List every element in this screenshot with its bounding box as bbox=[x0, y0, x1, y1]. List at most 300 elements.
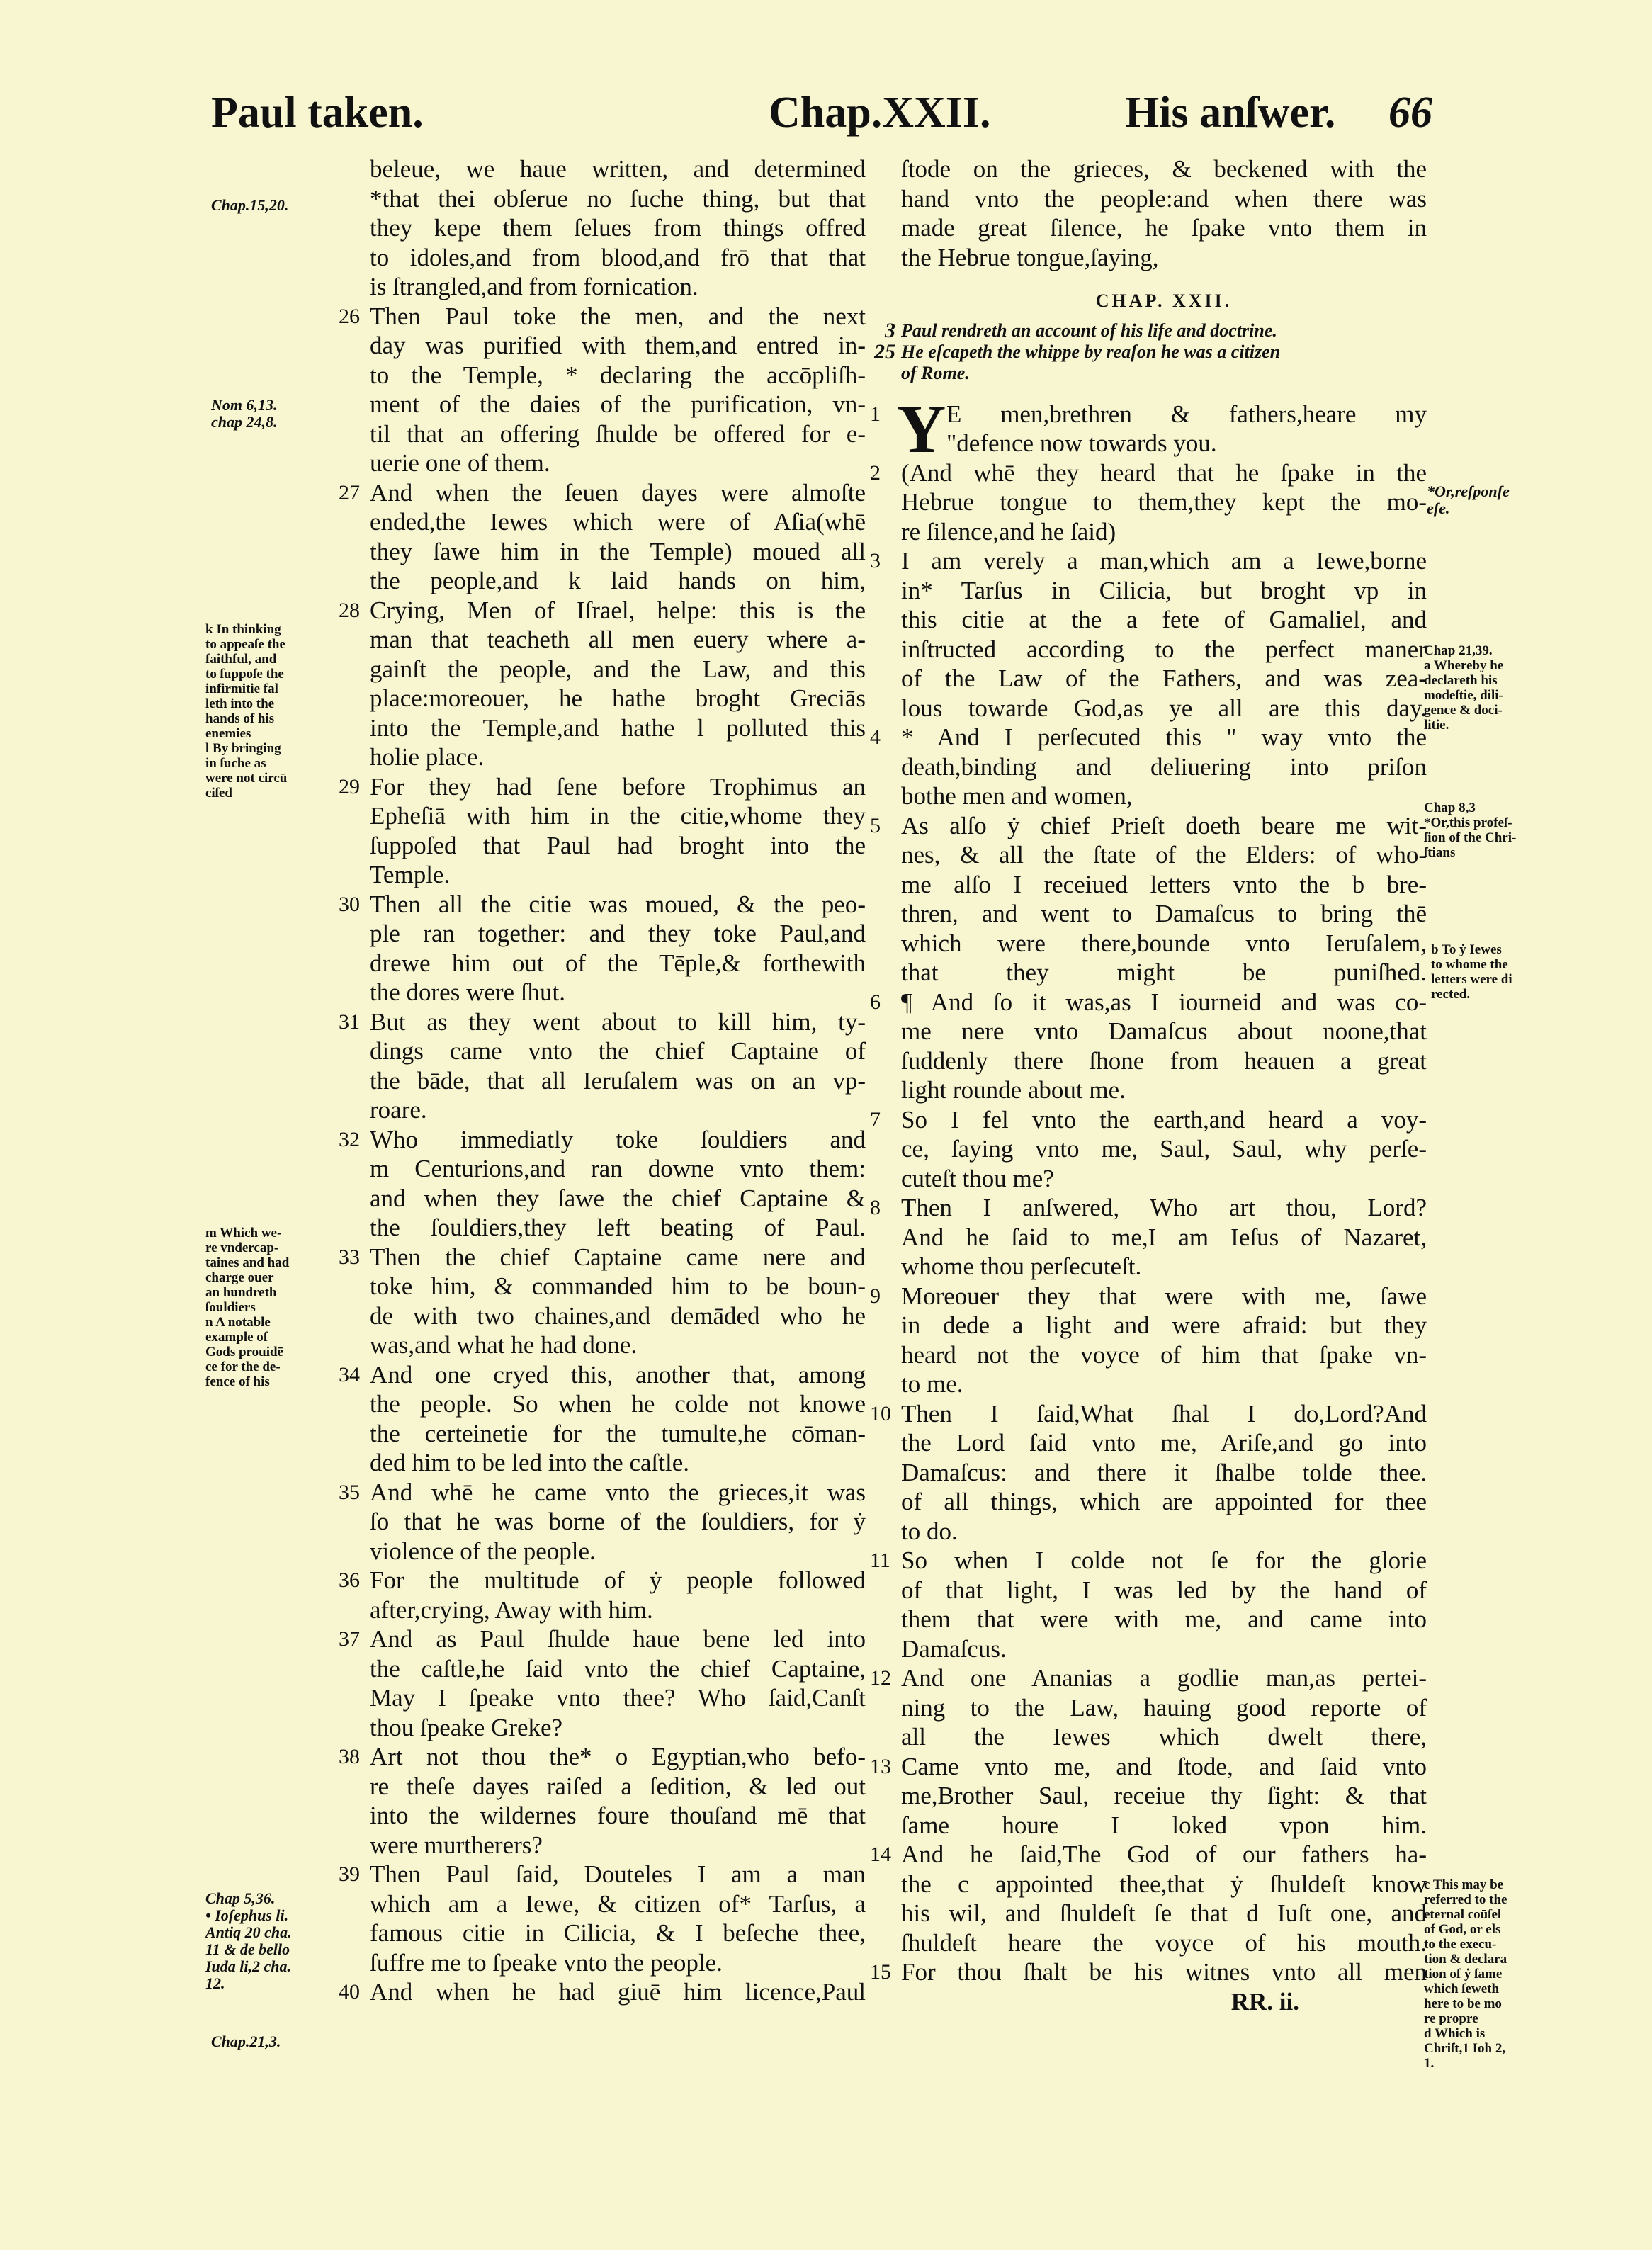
verse-number: 12 bbox=[870, 1666, 891, 1690]
verse-text: dings came vnto the chief Captaine of bbox=[370, 1037, 866, 1065]
margin-note-line: charge ouer bbox=[205, 1270, 274, 1285]
margin-note-line: Antiq 20 cha. bbox=[205, 1923, 292, 1941]
margin-note-line: d Which is bbox=[1424, 2026, 1486, 2041]
verse-text: ſuffre me to ſpeake vnto the people. bbox=[370, 1948, 723, 1977]
verse-text: til that an offering ſhulde be offered for e- bbox=[370, 419, 866, 448]
chapter-summary-line bbox=[874, 339, 1427, 363]
verse-text: Paul rendreth an account of his life and doctrine. bbox=[901, 320, 1277, 341]
verse-line bbox=[370, 742, 866, 772]
verse-text: to do. bbox=[901, 1517, 958, 1545]
verse-line bbox=[339, 1742, 866, 1772]
verse-line bbox=[901, 1605, 1427, 1634]
verse-number: 32 bbox=[339, 1127, 360, 1151]
margin-note-line: ſtians bbox=[1424, 845, 1456, 860]
margin-note-line: enemies bbox=[205, 726, 251, 741]
verse-line bbox=[901, 1223, 1427, 1253]
verse-text: his wil, and ſhuldeſt ſe that d Iuſt one, and bbox=[901, 1899, 1427, 1927]
verse-text: the c appointed thee,that ẏ ſhuldeſt know bbox=[901, 1870, 1427, 1898]
verse-text: drewe him out of the Tēple,& forthewith bbox=[370, 949, 866, 977]
margin-note-line: Chap.21,3. bbox=[211, 2033, 281, 2050]
verse-line bbox=[370, 860, 866, 890]
verse-text: the certeinetie for the tumulte,he cōman- bbox=[370, 1419, 866, 1447]
verse-text: violence of the people. bbox=[370, 1537, 596, 1565]
verse-line bbox=[870, 1663, 1427, 1693]
verse-text: to idoles,and from blood,and frō that that bbox=[370, 243, 866, 271]
verse-text: E men,brethren & fathers,heare my bbox=[946, 400, 1427, 428]
verse-text: place:moreouer, he hathe broght Greciās bbox=[370, 684, 866, 712]
chapter-heading: Chap.XXII. bbox=[769, 89, 991, 137]
margin-note-line: litie. bbox=[1424, 718, 1449, 733]
verse-text: He eſcapeth the whippe by reaſon he was a citizen bbox=[901, 341, 1281, 362]
verse-line bbox=[370, 154, 866, 184]
margin-note bbox=[1424, 801, 1516, 860]
margin-note-line: *Or,this profeſ- bbox=[1424, 815, 1512, 830]
verse-line bbox=[370, 361, 866, 390]
verse-text: day was purified with them,and entred in- bbox=[370, 332, 866, 359]
verse-text: beleue, we haue written, and determined bbox=[370, 155, 866, 183]
verse-line bbox=[370, 1772, 866, 1802]
verse-line bbox=[901, 605, 1427, 635]
margin-note-line: Chap 8,3 bbox=[1424, 801, 1476, 815]
verse-number: 27 bbox=[339, 480, 360, 504]
margin-note-line: Iuda li,2 cha. bbox=[205, 1957, 292, 1975]
margin-note-line: ſouldiers bbox=[205, 1300, 256, 1315]
verse-line bbox=[901, 958, 1427, 988]
verse-text: (And whē they heard that he ſpake in the bbox=[901, 458, 1427, 487]
verse-line bbox=[870, 1840, 1427, 1870]
verse-number: 30 bbox=[339, 892, 360, 916]
verse-line bbox=[870, 1399, 1427, 1429]
verse-text: which were there,bounde vnto Ieruſalem, bbox=[901, 929, 1427, 957]
verse-line bbox=[901, 1428, 1427, 1458]
verse-text: that they might be puniſhed. bbox=[901, 959, 1427, 986]
verse-text: I am verely a man,which am a Iewe,borne bbox=[901, 547, 1427, 575]
verse-text: is ſtrangled,and from fornication. bbox=[370, 273, 698, 300]
verse-text: ment of the daies of the purification, vn- bbox=[370, 390, 866, 418]
verse-number: 9 bbox=[870, 1284, 881, 1308]
verse-line bbox=[370, 919, 866, 949]
margin-note-line: rected. bbox=[1431, 987, 1471, 1002]
verse-line bbox=[370, 1654, 866, 1684]
verse-text: lous towarde God,as ye all are this day. bbox=[901, 694, 1427, 722]
verse-line bbox=[339, 302, 866, 332]
verse-text: Damaſcus: and there it ſhalbe tolde thee. bbox=[901, 1458, 1427, 1486]
verse-line bbox=[370, 655, 866, 684]
verse-text: this citie at the a fete of Gamaliel, and bbox=[901, 606, 1427, 633]
verse-line bbox=[339, 1624, 866, 1654]
verse-line bbox=[901, 1134, 1427, 1164]
verse-line bbox=[901, 1576, 1427, 1605]
page-number: 66 bbox=[1388, 89, 1432, 137]
verse-line bbox=[339, 1243, 866, 1272]
margin-note bbox=[1427, 483, 1510, 517]
verse-line bbox=[901, 213, 1427, 243]
right-text-column bbox=[870, 154, 1427, 2016]
verse-text: re ſilence,and he ſaid) bbox=[901, 517, 1116, 545]
verse-text: ſo that he was borne of the ſouldiers, for ẏ bbox=[370, 1508, 866, 1535]
verse-number: 14 bbox=[870, 1843, 891, 1866]
margin-note-line: Nom 6,13. bbox=[211, 396, 278, 414]
verse-text: famous citie in Cilicia, & I beſeche thee, bbox=[370, 1919, 866, 1947]
verse-line bbox=[370, 1095, 866, 1125]
margin-note-line: in ſuche as bbox=[205, 756, 266, 771]
verse-line bbox=[901, 1369, 1427, 1399]
margin-note bbox=[211, 197, 288, 214]
verse-line bbox=[901, 243, 1427, 273]
verse-text: they kepe them ſelues from things offred bbox=[370, 214, 866, 242]
margin-note-line: to appeaſe the bbox=[205, 637, 285, 652]
verse-number: 6 bbox=[870, 990, 881, 1014]
verse-line bbox=[370, 243, 866, 273]
margin-note-line: gence & doci- bbox=[1424, 703, 1503, 718]
verse-text: in* Tarſus in Cilicia, but broght vp in bbox=[901, 576, 1427, 604]
verse-line bbox=[339, 596, 866, 626]
verse-text: death,binding and deliuering into priſon bbox=[901, 752, 1427, 781]
verse-text: the Hebrue tongue,ſaying, bbox=[901, 243, 1159, 271]
verse-text: the Lord ſaid vnto me, Ariſe,and go into bbox=[901, 1429, 1427, 1457]
margin-note-line: re propre bbox=[1424, 2011, 1478, 2026]
verse-text: the bāde, that all Ieruſalem was on an vp- bbox=[370, 1066, 866, 1095]
verse-line bbox=[370, 390, 866, 419]
margin-note-line: b To ẏ Iewes bbox=[1431, 942, 1502, 957]
verse-number: 33 bbox=[339, 1245, 360, 1269]
margin-note-line: fence of his bbox=[205, 1374, 270, 1389]
verse-line bbox=[901, 870, 1427, 900]
margin-note-line: were not circū bbox=[205, 771, 288, 786]
verse-text: Then Paul ſaid, Douteles I am a man bbox=[370, 1860, 866, 1888]
verse-line bbox=[901, 1781, 1427, 1811]
verse-text: thren, and went to Damaſcus to bring thē bbox=[901, 900, 1427, 927]
verse-text: And when he had giuē him licence,Paul bbox=[370, 1978, 866, 2006]
verse-number: 36 bbox=[339, 1568, 360, 1592]
margin-note-line: 11 & de bello bbox=[205, 1940, 290, 1958]
verse-text: made great ſilence, he ſpake vnto them in bbox=[901, 214, 1427, 242]
verse-text: ce, ſaying vnto me, Saul, Saul, why perſe- bbox=[901, 1135, 1427, 1163]
verse-line bbox=[370, 1389, 866, 1419]
verse-line bbox=[901, 1046, 1427, 1076]
margin-note bbox=[205, 1226, 289, 1389]
verse-text: Crying, Men of Iſrael, helpe: this is the bbox=[370, 596, 866, 624]
verse-text: And one cryed this, another that, among bbox=[370, 1360, 866, 1389]
margin-note bbox=[205, 622, 287, 801]
margin-note bbox=[1431, 942, 1512, 1002]
verse-number: 31 bbox=[339, 1010, 360, 1034]
verse-line bbox=[370, 1154, 866, 1184]
verse-text: *that thei obſerue no ſuche thing, but that bbox=[370, 184, 866, 213]
running-head-right: His anſwer. bbox=[1125, 89, 1336, 137]
margin-note-line: tion & declara bbox=[1424, 1952, 1507, 1967]
verse-line bbox=[339, 1566, 866, 1595]
verse-text: ¶ And ſo it was,as I iourneid and was co- bbox=[901, 988, 1427, 1016]
verse-line bbox=[339, 772, 866, 802]
margin-note-line: leth into the bbox=[205, 696, 275, 711]
verse-line bbox=[370, 1537, 866, 1566]
verse-text: ſame houre I loked vpon him. bbox=[901, 1811, 1427, 1839]
margin-note-line: here to be mo bbox=[1424, 1996, 1502, 2011]
verse-line bbox=[901, 1458, 1427, 1488]
margin-note-line: an hundreth bbox=[205, 1285, 277, 1300]
margin-note-line: which ſeweth bbox=[1424, 1982, 1500, 1996]
verse-line bbox=[370, 1889, 866, 1919]
verse-line bbox=[901, 576, 1427, 606]
margin-note-line: infirmitie fal bbox=[205, 682, 278, 696]
verse-line bbox=[370, 1184, 866, 1214]
verse-text: ſhuldeſt heare the voyce of his mouth. bbox=[901, 1928, 1427, 1957]
verse-text: hand vnto the people:and when there was bbox=[901, 184, 1427, 213]
margin-note-line: modeſtie, dili- bbox=[1424, 688, 1503, 703]
verse-text: And whē he came vnto the grieces,it was bbox=[370, 1478, 866, 1506]
verse-text: * And I perſecuted this " way vnto the bbox=[901, 723, 1427, 751]
verse-line bbox=[901, 664, 1427, 694]
verse-line bbox=[370, 978, 866, 1007]
margin-note bbox=[211, 2033, 281, 2050]
margin-note-line: *Or,reſponſe bbox=[1427, 482, 1510, 500]
verse-line bbox=[901, 781, 1427, 811]
verse-line bbox=[370, 1066, 866, 1096]
verse-text: Temple. bbox=[370, 861, 451, 888]
verse-line bbox=[901, 429, 1427, 458]
verse-line bbox=[870, 1546, 1427, 1576]
verse-line bbox=[901, 1693, 1427, 1723]
verse-line bbox=[901, 1634, 1427, 1664]
verse-text: de with two chaines,and demāded who he bbox=[370, 1301, 866, 1330]
verse-line bbox=[339, 1125, 866, 1155]
verse-text: re theſe dayes raiſed a ſedition, & led out bbox=[370, 1772, 866, 1800]
verse-text: Then I ſaid,What ſhal I do,Lord?And bbox=[901, 1399, 1427, 1428]
verse-line bbox=[901, 1870, 1427, 1899]
verse-line bbox=[370, 331, 866, 361]
margin-note-line: Chriſt,1 Ioh 2, bbox=[1424, 2041, 1506, 2056]
margin-note-line: tion of ẏ ſame bbox=[1424, 1967, 1503, 1982]
verse-text: whome thou perſecuteſt. bbox=[901, 1253, 1142, 1280]
verse-text: man that teacheth all men euery where a- bbox=[370, 626, 866, 653]
verse-text: which am a Iewe, & citizen of* Tarſus, a bbox=[370, 1889, 866, 1918]
margin-note bbox=[205, 1890, 292, 1992]
verse-text: heard not the voyce of him that ſpake vn- bbox=[901, 1340, 1427, 1369]
verse-line bbox=[370, 1801, 866, 1831]
chapter-summary-line bbox=[885, 318, 1427, 342]
verse-number: 26 bbox=[339, 304, 360, 328]
verse-line bbox=[339, 1360, 866, 1390]
verse-line bbox=[370, 1448, 866, 1478]
verse-line bbox=[901, 1340, 1427, 1370]
verse-line bbox=[370, 1330, 866, 1360]
margin-note-line: eternal coūſel bbox=[1424, 1907, 1502, 1922]
verse-line bbox=[339, 1860, 866, 1889]
running-head-left: Paul taken. bbox=[211, 89, 424, 137]
verse-number: 5 bbox=[870, 813, 881, 837]
verse-line bbox=[339, 1478, 866, 1508]
margin-note-line: re vndercap- bbox=[205, 1240, 279, 1255]
verse-line bbox=[339, 478, 866, 508]
verse-text: For they had ſene before Trophimus an bbox=[370, 772, 866, 801]
verse-text: of Rome. bbox=[901, 362, 970, 383]
margin-note-line: k In thinking bbox=[205, 622, 281, 637]
verse-text: holie place. bbox=[370, 743, 485, 771]
verse-line bbox=[901, 899, 1427, 929]
verse-text: the ſouldiers,they left beating of Paul. bbox=[370, 1214, 866, 1241]
verse-number: 34 bbox=[339, 1362, 360, 1386]
margin-note-line: Gods prouidē bbox=[205, 1345, 283, 1359]
margin-note-line: taines and had bbox=[205, 1255, 290, 1270]
verse-line bbox=[370, 625, 866, 655]
verse-text: after,crying, Away with him. bbox=[370, 1595, 653, 1624]
verse-number: 15 bbox=[870, 1960, 891, 1984]
verse-line bbox=[870, 1105, 1427, 1135]
verse-line bbox=[901, 517, 1427, 547]
margin-note bbox=[1424, 643, 1503, 733]
verse-line bbox=[901, 1517, 1427, 1547]
verse-text: Who immediatly toke ſouldiers and bbox=[370, 1125, 866, 1153]
verse-number: 37 bbox=[339, 1627, 360, 1651]
verse-text: gainſt the people, and the Law, and this bbox=[370, 655, 866, 683]
verse-text: As alſo ẏ chief Prieſt doeth beare me wit- bbox=[901, 811, 1427, 839]
margin-note-line: n A notable bbox=[205, 1315, 271, 1330]
verse-line bbox=[370, 713, 866, 743]
verse-line bbox=[370, 213, 866, 243]
verse-line bbox=[870, 988, 1427, 1017]
verse-line bbox=[870, 1752, 1427, 1782]
verse-line bbox=[370, 537, 866, 567]
verse-text: in dede a light and were afraid: but they bbox=[901, 1311, 1427, 1339]
verse-text: And he ſaid to me,I am Ieſus of Nazaret, bbox=[901, 1223, 1427, 1251]
verse-text: So when I colde not ſe for the glorie bbox=[901, 1547, 1427, 1574]
verse-number: 10 bbox=[870, 1401, 891, 1425]
margin-note-line: 12. bbox=[205, 1974, 225, 1992]
verse-line bbox=[370, 272, 866, 302]
verse-text: of that light, I was led by the hand of bbox=[901, 1576, 1427, 1604]
verse-line bbox=[870, 1282, 1427, 1311]
verse-line bbox=[370, 1419, 866, 1449]
verse-line bbox=[901, 1017, 1427, 1046]
verse-line bbox=[901, 1899, 1427, 1928]
verse-text: light rounde about me. bbox=[901, 1076, 1126, 1104]
verse-text: cuteſt thou me? bbox=[901, 1164, 1054, 1192]
verse-number: 1 bbox=[870, 402, 881, 426]
margin-note-line: eſe. bbox=[1427, 499, 1450, 517]
verse-text: May I ſpeake vnto thee? Who ſaid,Canſt bbox=[370, 1684, 866, 1712]
chapter-label: CHAP. XXII. bbox=[1095, 290, 1233, 311]
margin-note bbox=[211, 397, 278, 431]
verse-line bbox=[901, 694, 1427, 723]
verse-text: me,Brother Saul, receiue thy ſight: & that bbox=[901, 1782, 1427, 1809]
verse-text: to the Temple, * declaring the accōpliſh- bbox=[370, 361, 866, 389]
margin-note-line: to ſuppoſe the bbox=[205, 667, 284, 682]
verse-line bbox=[339, 1007, 866, 1037]
verse-line bbox=[370, 507, 866, 537]
verse-text: into the Temple,and hathe l polluted this bbox=[370, 713, 866, 742]
verse-line bbox=[870, 811, 1427, 841]
verse-text: roare. bbox=[370, 1096, 427, 1124]
verse-text: ſtode on the grieces, & beckened with the bbox=[901, 155, 1427, 183]
verse-line bbox=[370, 1713, 866, 1743]
verse-number: 29 bbox=[339, 774, 360, 798]
verse-line bbox=[870, 723, 1427, 752]
verse-line bbox=[901, 184, 1427, 214]
verse-line bbox=[901, 1311, 1427, 1340]
margin-note-line: example of bbox=[205, 1330, 268, 1345]
verse-line bbox=[901, 487, 1427, 517]
verse-line bbox=[370, 1272, 866, 1301]
verse-text: me alſo I receiued letters vnto the b bre- bbox=[901, 870, 1427, 898]
verse-text: all the Iewes which dwelt there, bbox=[901, 1723, 1427, 1751]
margin-note-line: • Ioſephus li. bbox=[205, 1906, 289, 1924]
verse-number: 38 bbox=[339, 1745, 360, 1768]
verse-text: But as they went about to kill him, ty- bbox=[370, 1007, 866, 1036]
margin-note-line: of God, or els bbox=[1424, 1922, 1501, 1937]
verse-text: Then the chief Captaine came nere and bbox=[370, 1243, 866, 1271]
verse-text: Hebrue tongue to them,they kept the mo- bbox=[901, 488, 1427, 516]
margin-note bbox=[1424, 1877, 1507, 2071]
verse-line bbox=[370, 1507, 866, 1537]
verse-line bbox=[901, 752, 1427, 782]
margin-note-line: l By bringing bbox=[205, 741, 281, 756]
verse-number: 3 bbox=[885, 318, 895, 342]
verse-number: 7 bbox=[870, 1107, 881, 1131]
verse-line bbox=[370, 1036, 866, 1066]
margin-note-line: referred to the bbox=[1424, 1892, 1507, 1907]
verse-line bbox=[901, 1252, 1427, 1282]
verse-number: 4 bbox=[870, 725, 881, 749]
verse-text: For the multitude of ẏ people followed bbox=[370, 1566, 866, 1594]
margin-note-line: m Which we- bbox=[205, 1226, 282, 1240]
verse-line bbox=[901, 154, 1427, 184]
verse-number: 2 bbox=[870, 460, 881, 485]
verse-text: ded him to be led into the caſtle. bbox=[370, 1449, 689, 1476]
verse-text: the dores were ſhut. bbox=[370, 978, 566, 1006]
verse-line bbox=[901, 929, 1427, 959]
verse-line bbox=[370, 1595, 866, 1625]
verse-text: were murtherers? bbox=[370, 1831, 543, 1859]
verse-text: m Centurions,and ran downe vnto them: bbox=[370, 1155, 866, 1182]
verse-text: into the wildernes foure thouſand mē that bbox=[370, 1802, 866, 1829]
verse-text: So I fel vnto the earth,and heard a voy- bbox=[901, 1105, 1427, 1134]
verse-line bbox=[901, 840, 1427, 870]
verse-text: Came vnto me, and ſtode, and ſaid vnto bbox=[901, 1752, 1427, 1780]
verse-text: Then Paul toke the men, and the next bbox=[370, 302, 866, 330]
verse-line bbox=[901, 635, 1427, 665]
verse-number: 3 bbox=[870, 549, 881, 572]
verse-text: of all things, which are appointed for thee bbox=[901, 1488, 1427, 1515]
verse-text: them that were with me, and came into bbox=[901, 1605, 1427, 1633]
verse-line bbox=[370, 1918, 866, 1948]
verse-line bbox=[370, 1683, 866, 1713]
verse-line bbox=[370, 184, 866, 214]
verse-line bbox=[370, 949, 866, 978]
verse-line bbox=[370, 831, 866, 861]
verse-text: Epheſiā with him in the citie,whome they bbox=[370, 802, 866, 830]
verse-text: ſuppoſed that Paul had broght into the bbox=[370, 831, 866, 859]
verse-line bbox=[339, 1977, 866, 2007]
verse-text: Then I anſwered, Who art thou, Lord? bbox=[901, 1194, 1427, 1221]
verse-text: Then all the citie was moued, & the peo- bbox=[370, 890, 866, 918]
margin-note-line: declareth his bbox=[1424, 673, 1498, 688]
margin-note-line: a Whereby he bbox=[1424, 658, 1504, 673]
margin-note-line: Chap 5,36. bbox=[205, 1889, 276, 1907]
verse-line bbox=[370, 684, 866, 713]
margin-note-line: hands of his bbox=[205, 711, 275, 726]
verse-text: nes, & all the ſtate of the Elders: of who- bbox=[901, 841, 1427, 869]
verse-number: 28 bbox=[339, 598, 360, 622]
verse-text: And when the ſeuen dayes were almoſte bbox=[370, 478, 866, 507]
verse-number: 39 bbox=[339, 1862, 360, 1886]
verse-line bbox=[370, 1948, 866, 1978]
verse-line bbox=[370, 801, 866, 831]
verse-line bbox=[901, 1075, 1427, 1105]
verse-line bbox=[901, 1164, 1427, 1194]
left-text-column bbox=[339, 154, 866, 2007]
verse-number: 13 bbox=[870, 1754, 891, 1778]
